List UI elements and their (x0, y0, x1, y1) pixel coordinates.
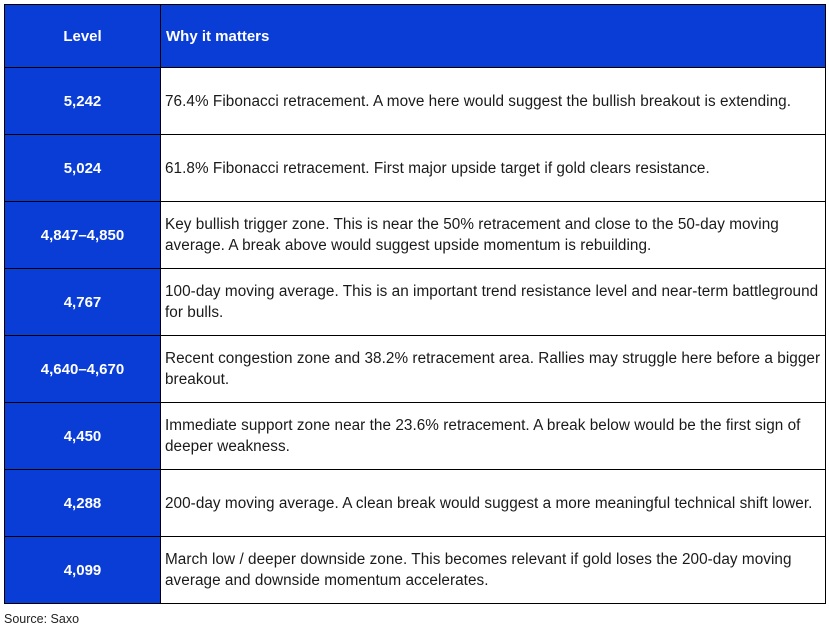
table-row (5, 269, 826, 336)
why-cell: March low / deeper downside zone. This becomes relevant if gold loses the 200-day moving average and downside momentum accelerates. (161, 537, 826, 604)
level-cell: 4,847–4,850 (5, 202, 161, 269)
why-cell: 76.4% Fibonacci retracement. A move here would suggest the bullish breakout is extending. (161, 68, 826, 135)
table-row (5, 537, 826, 604)
table-row (5, 470, 826, 537)
level-cell: 4,099 (5, 537, 161, 604)
why-cell: 61.8% Fibonacci retracement. First major upside target if gold clears resistance. (161, 135, 826, 202)
table-row (5, 68, 826, 135)
table-row (5, 135, 826, 202)
table-row (5, 202, 826, 269)
level-cell: 4,288 (5, 470, 161, 537)
table-header-row (5, 5, 826, 68)
why-cell: 100-day moving average. This is an important trend resistance level and near-term battleground for bulls. (161, 269, 826, 336)
why-cell: Key bullish trigger zone. This is near the 50% retracement and close to the 50-day moving average. A break above would suggest upside momentum is rebuilding. (161, 202, 826, 269)
level-cell: 4,450 (5, 403, 161, 470)
level-cell: 5,024 (5, 135, 161, 202)
why-cell: Immediate support zone near the 23.6% retracement. A break below would be the first sign of deeper weakness. (161, 403, 826, 470)
level-cell: 5,242 (5, 68, 161, 135)
source-note: Source: Saxo (4, 612, 80, 626)
table-row (5, 336, 826, 403)
table-row (5, 403, 826, 470)
price-levels-table (4, 4, 826, 604)
level-cell: 4,640–4,670 (5, 336, 161, 403)
header-level: Level (5, 5, 161, 68)
header-why-it-matters: Why it matters (161, 5, 826, 68)
why-cell: 200-day moving average. A clean break would suggest a more meaningful technical shift lower. (161, 470, 826, 537)
why-cell: Recent congestion zone and 38.2% retracement area. Rallies may struggle here before a bigger breakout. (161, 336, 826, 403)
level-cell: 4,767 (5, 269, 161, 336)
